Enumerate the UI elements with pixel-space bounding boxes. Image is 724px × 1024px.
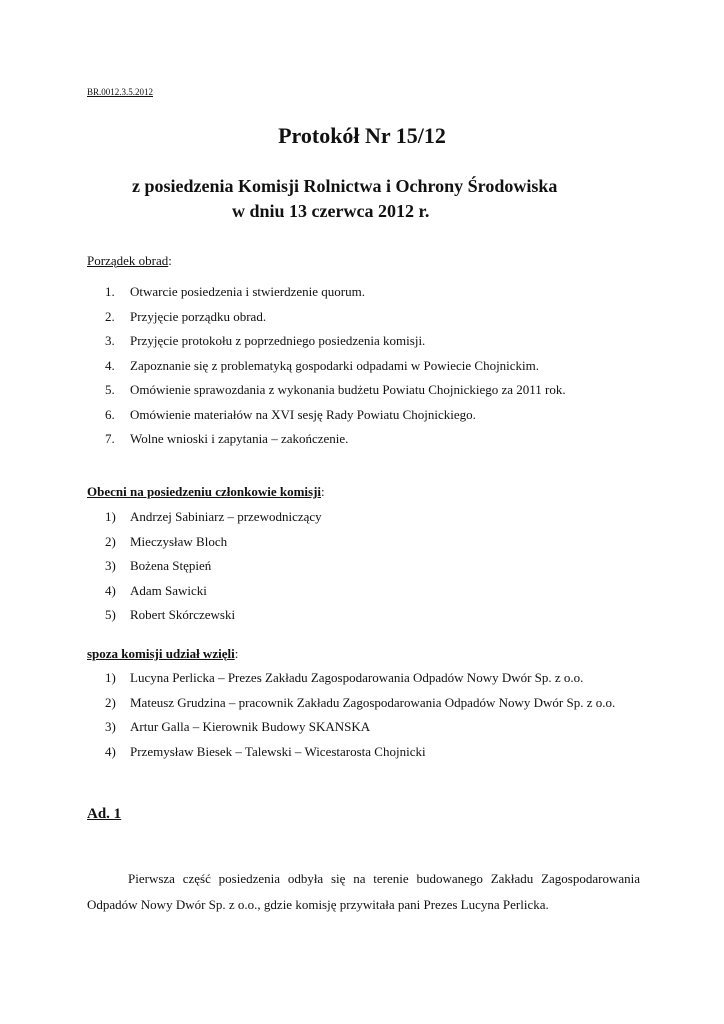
- document-title: [0, 123, 724, 149]
- member-item-number: 2): [105, 533, 116, 549]
- agenda-item-number: 3.: [105, 333, 115, 348]
- guest-item-number: 3): [105, 719, 116, 734]
- agenda-heading: [87, 253, 172, 269]
- guests-heading-colon: :: [234, 646, 239, 661]
- agenda-item-text: Przyjęcie porządku obrad.: [130, 308, 267, 324]
- document-reference-number: BR.0012.3.5.2012: [87, 87, 154, 97]
- member-item-number: 1): [105, 509, 116, 524]
- agenda-item-number: 1.: [105, 284, 115, 299]
- members-heading: [87, 484, 325, 500]
- agenda-item-number: 6.: [105, 406, 115, 422]
- guest-item-number: 1): [105, 670, 116, 685]
- agenda-item-text: Wolne wnioski i zapytania – zakończenie.: [130, 431, 349, 446]
- ad1-heading: Ad. 1: [87, 806, 122, 822]
- agenda-item-text: Omówienie sprawozdania z wykonania budżetu Powiatu Chojnickiego za 2011 rok.: [130, 382, 566, 397]
- guest-item-number: 4): [105, 743, 116, 759]
- document-title-text: Protokół Nr 15/12: [278, 123, 446, 148]
- agenda-item-number: 7.: [105, 431, 115, 446]
- document-subtitle-line1: z posiedzenia Komisji Rolnictwa i Ochrony Środowiska: [132, 176, 558, 196]
- agenda-item-text: Przyjęcie protokołu z poprzedniego posiedzenia komisji.: [130, 333, 426, 348]
- members-heading-text: Obecni na posiedzeniu członkowie komisji: [87, 484, 322, 499]
- agenda-heading-text: Porządek obrad: [87, 253, 169, 268]
- member-item-number: 4): [105, 582, 116, 598]
- guest-item-text: Przemysław Biesek – Talewski – Wicestarosta Chojnicki: [130, 743, 426, 759]
- agenda-item-text: Zapoznanie się z problematyką gospodarki odpadami w Powiecie Chojnickim.: [130, 357, 540, 373]
- member-item-text: Bożena Stępień: [130, 558, 212, 573]
- agenda-item-text: Otwarcie posiedzenia i stwierdzenie quorum.: [130, 284, 365, 299]
- guest-item-text: Mateusz Grudzina – pracownik Zakładu Zagospodarowania Odpadów Nowy Dwór Sp. z o.o.: [130, 694, 616, 710]
- agenda-item-number: 5.: [105, 382, 115, 397]
- member-item-number: 5): [105, 607, 116, 622]
- member-item-text: Andrzej Sabiniarz – przewodniczący: [130, 509, 322, 524]
- guest-item-number: 2): [105, 694, 116, 710]
- document-subtitle-line2: w dniu 13 czerwca 2012 r.: [232, 201, 430, 221]
- guests-heading: [87, 646, 238, 662]
- guests-heading-text: spoza komisji udział wzięli: [87, 646, 235, 661]
- agenda-item-number: 4.: [105, 357, 115, 373]
- member-item-text: Mieczysław Bloch: [130, 533, 228, 549]
- ad1-paragraph: Pierwsza część posiedzenia odbyła się na terenie budowanego Zakładu Zagospodarowania Odpadów Nowy Dwór Sp. z o.o., gdzie komisję przywitała pani Prezes Lucyna Perlicka.: [87, 871, 640, 912]
- members-heading-colon: :: [321, 484, 325, 499]
- member-item-number: 3): [105, 558, 116, 573]
- member-item-text: Robert Skórczewski: [130, 607, 236, 622]
- agenda-heading-colon: :: [168, 253, 172, 268]
- agenda-item-number: 2.: [105, 308, 115, 324]
- agenda-item-text: Omówienie materiałów na XVI sesję Rady Powiatu Chojnickiego.: [130, 406, 476, 422]
- member-item-text: Adam Sawicki: [130, 582, 207, 598]
- guest-item-text: Artur Galla – Kierownik Budowy SKANSKA: [130, 719, 371, 734]
- guest-item-text: Lucyna Perlicka – Prezes Zakładu Zagospodarowania Odpadów Nowy Dwór Sp. z o.o.: [130, 670, 584, 685]
